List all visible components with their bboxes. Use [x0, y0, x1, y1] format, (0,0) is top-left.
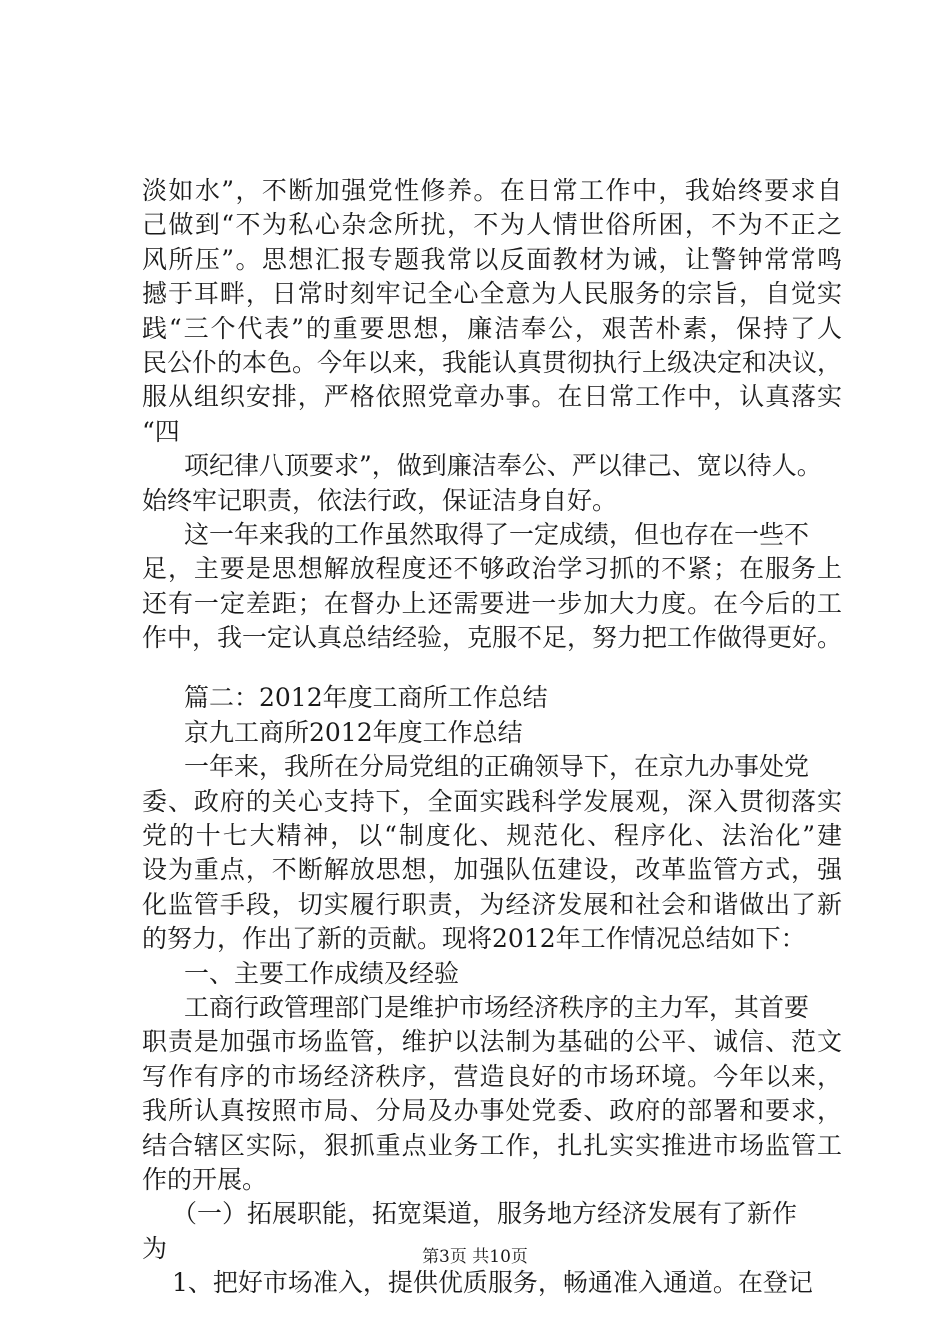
body-line: 委、政府的关心支持下，全面实践科学发展观，深入贯彻落实 — [142, 786, 842, 816]
body-line: 服从组织安排，严格依照党章办事。在日常工作中，认真落实 — [142, 382, 842, 412]
body-line: 结合辖区实际，狠抓重点业务工作，扎扎实实推进市场监管工 — [142, 1130, 842, 1160]
body-line: 己做到“不为私心杂念所扰，不为人情世俗所困，不为不正之 — [142, 210, 842, 240]
body-line: 足，主要是思想解放程度还不够政治学习抓的不紧；在服务上 — [142, 554, 842, 584]
body-line: 还有一定差距；在督办上还需要进一步加大力度。在今后的工 — [142, 588, 842, 618]
body-line: 的努力，作出了新的贡献。现将2012年工作情况总结如下： — [142, 924, 806, 954]
body-line: “四 — [142, 416, 180, 446]
page-number-footer: 第3页 共10页 — [422, 1247, 528, 1267]
body-line: 风所压”。思想汇报专题我常以反面教材为诫，让警钟常常鸣 — [142, 244, 842, 274]
body-line: 项纪律八顶要求”，做到廉洁奉公、严以律己、宽以待人。 — [184, 451, 822, 481]
body-line: 一年来，我所在分局党组的正确领导下，在京九办事处党 — [184, 752, 810, 782]
body-line: 化监管手段，切实履行职责，为经济发展和社会和谐做出了新 — [142, 889, 842, 919]
subsection-heading: （一）拓展职能，拓宽渠道，服务地方经济发展有了新作 — [172, 1199, 798, 1229]
document-body — [142, 174, 842, 1301]
body-line: 1、把好市场准入，提供优质服务，畅通准入通道。在登记 — [172, 1268, 813, 1298]
body-line: 党的十七大精神，以“制度化、规范化、程序化、法治化”建 — [142, 821, 842, 851]
document-subtitle: 京九工商所2012年度工作总结 — [184, 717, 523, 747]
body-line: 作的开展。 — [142, 1164, 268, 1194]
body-line: 这一年来我的工作虽然取得了一定成绩，但也存在一些不 — [184, 519, 810, 549]
body-line: 设为重点，不断解放思想，加强队伍建设，改革监管方式，强 — [142, 855, 842, 885]
body-line: 职责是加强市场监管，维护以法制为基础的公平、诚信、范文 — [142, 1027, 842, 1057]
body-line: 为 — [142, 1233, 168, 1263]
body-line: 践“三个代表”的重要思想，廉洁奉公，艰苦朴素，保持了人 — [142, 313, 842, 343]
body-line: 工商行政管理部门是维护市场经济秩序的主力军，其首要 — [184, 992, 810, 1022]
section-heading: 篇二：2012年度工商所工作总结 — [184, 683, 548, 713]
body-line: 始终牢记职责，依法行政，保证洁身自好。 — [142, 485, 618, 515]
body-line: 淡如水”，不断加强党性修养。在日常工作中，我始终要求自 — [142, 176, 842, 205]
body-line: 撼于耳畔，日常时刻牢记全心全意为人民服务的宗旨，自觉实 — [142, 279, 842, 309]
body-line: 作中，我一定认真总结经验，克服不足，努力把工作做得更好。 — [142, 623, 842, 653]
section-heading: 一、主要工作成绩及经验 — [184, 958, 460, 988]
body-line: 写作有序的市场经济秩序，营造良好的市场环境。今年以来， — [142, 1061, 842, 1091]
body-line: 民公仆的本色。今年以来，我能认真贯彻执行上级决定和决议， — [142, 347, 842, 377]
body-line: 我所认真按照市局、分局及办事处党委、政府的部署和要求， — [142, 1096, 842, 1126]
section-gap — [142, 655, 842, 681]
